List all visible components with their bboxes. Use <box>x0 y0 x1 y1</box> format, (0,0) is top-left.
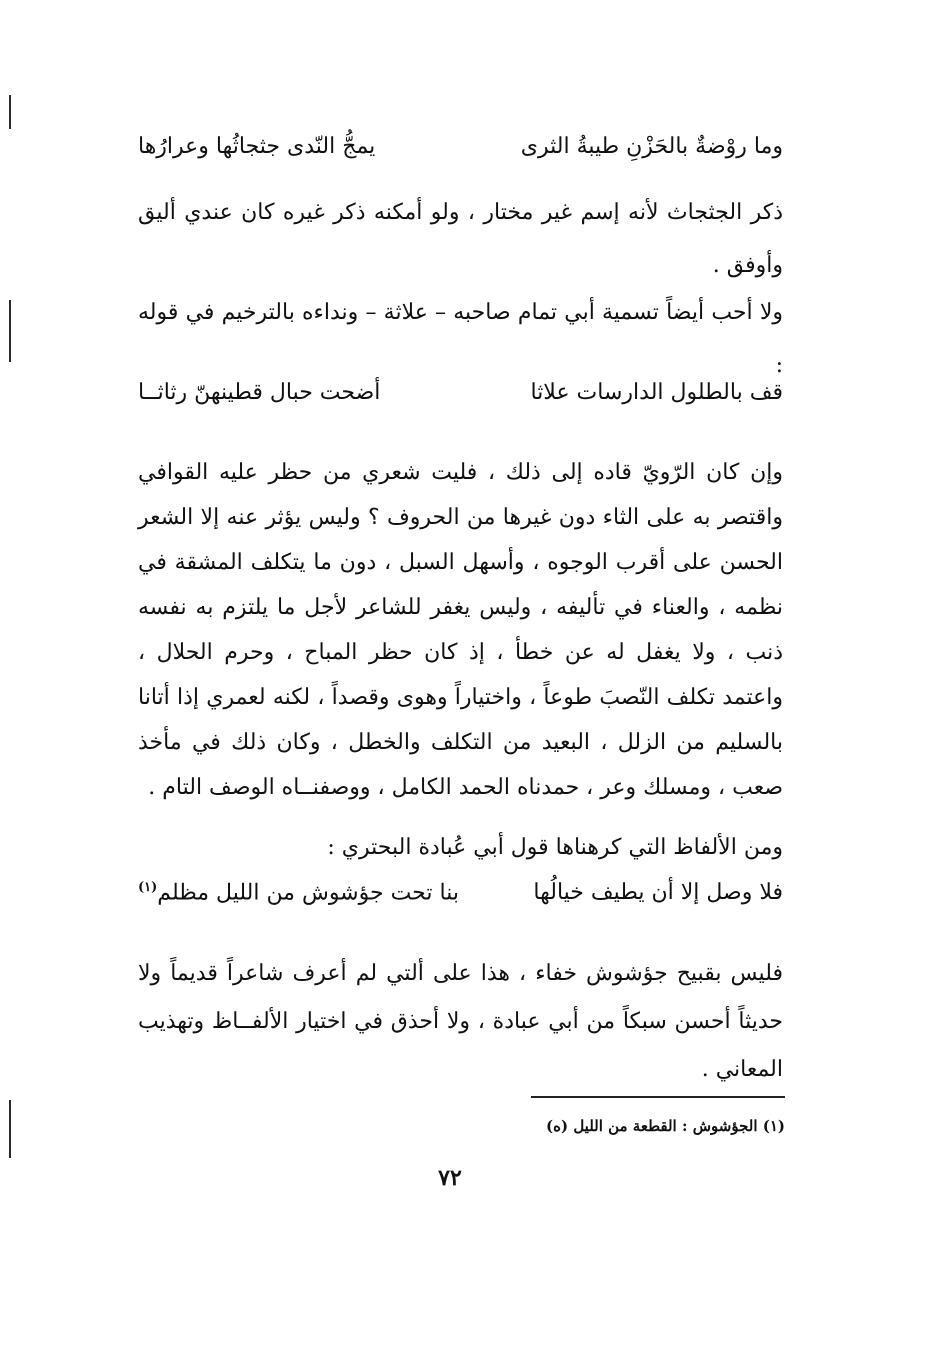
verse-2-second-hemistich: أضحت حبال قطينهنّ رثاثــا <box>138 380 381 405</box>
scan-edge-mark <box>9 95 11 129</box>
footnote-divider <box>531 1096 785 1098</box>
verse-1 <box>138 134 783 178</box>
verse-3-first-hemistich: فلا وصل إلا أن يطيف خيالُها <box>533 880 783 905</box>
footnote: (١) الجؤشوش : القطعة من الليل (ه) <box>546 1117 785 1135</box>
verse-1-first-hemistich: وما روْضةٌ بالحَزْنِ طيبةُ الثرى <box>520 134 783 159</box>
paragraph-5: فليس بقبيح جؤشوش خفاء ، هذا على ألتي لم أعرف شاعراً قديماً ولا حديثاً أحسن سبكاً من أبي عبادة ، ولا أحذق في اختيار الألفــاظ وتهذيب المعاني . <box>138 961 783 1082</box>
paragraph-4: ومن الألفاظ التي كرهناها قول أبي عُبادة البحتري : <box>327 835 783 860</box>
verse-3-second-hemistich <box>138 880 459 905</box>
page-number: ٧٢ <box>438 1165 462 1191</box>
scan-edge-mark <box>9 300 11 362</box>
footnote-marker: (١) <box>138 880 158 895</box>
paragraph-1: ذكر الجثجاث لأنه إسم غير مختار ، ولو أمكنه ذكر غيره كان عندي أليق وأوفق . <box>138 200 783 278</box>
scan-edge-mark <box>9 1100 11 1158</box>
verse-1-second-hemistich: يمجُّ النّدى جثجاثُها وعرارُها <box>138 134 376 159</box>
verse-2-first-hemistich: قف بالطلول الدارسات علاثا <box>530 380 783 405</box>
paragraph-3: وإن كان الرّويّ قاده إلى ذلك ، فليت شعري من حظر عليه القوافي واقتصر به على الثاء دون غيرها من الحروف ؟ وليس يؤثر عنه إلا الشعر الحسن على أقرب الوجوه ، وأسهل السبل ، دون ما يتكلف المشقة في نظمه ، والعناء في تأليفه ، وليس يغفر للشاعر لأجل ما يلتزم به نفسه ذنب ، ولا يغفل له عن خطأ ، إذ كان حظر المباح ، وحرم الحلال ، واعتمد تكلف النّصبَ طوعاً ، واختياراً وهوى وقصداً ، لكنه لعمري إذا أتانا بالسليم من الزلل ، البعيد من التكلف والخطل ، وكان ذلك في مأخذ صعب ، ومسلك وعر ، حمدناه الحمد الكامل ، ووصفنــاه الوصف التام . <box>138 460 783 800</box>
paragraph-2: ولا أحب أيضاً تسمية أبي تمام صاحبه – علاثة – ونداءه بالترخيم في قوله : <box>138 300 783 378</box>
verse-3-second-text: بنا تحت جؤشوش من الليل مظلم <box>157 880 459 906</box>
verse-2 <box>138 380 783 424</box>
verse-3 <box>138 880 783 924</box>
